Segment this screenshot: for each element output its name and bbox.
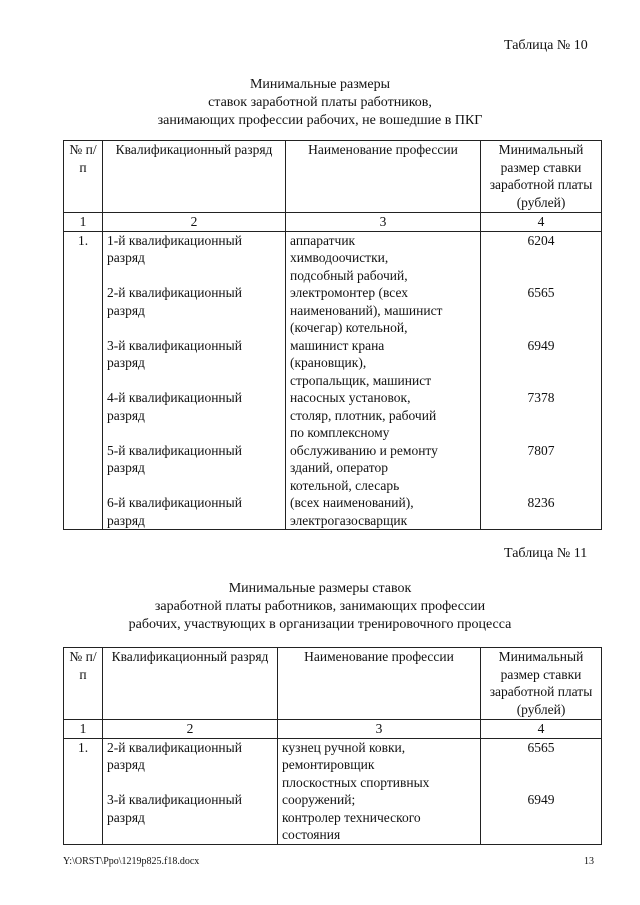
rate-value: 6204 (527, 232, 555, 248)
column-number-row (64, 720, 602, 739)
caption-line: ставок заработной платы работников, (208, 95, 432, 110)
rate-value: 6565 (527, 285, 555, 300)
col-number: 3 (278, 720, 481, 739)
ranks-cell (103, 231, 286, 530)
header-row (64, 141, 602, 213)
table-row (64, 738, 602, 844)
caption-line: Минимальные размеры (249, 77, 391, 92)
caption-line: заработной платы работников, занимающих профессии (154, 599, 486, 614)
table-10 (63, 140, 602, 530)
table-11-caption (0, 580, 640, 634)
profession-cell: кузнец ручной ковки, ремонтировщик плоскостных спортивных сооружений; контролер технического состояния (278, 738, 481, 844)
rank-label: 3-й квалификационный разряд (107, 792, 242, 825)
header-rate: Минимальный размер ставки заработной платы (рублей) (481, 648, 602, 720)
header-num: № п/п (64, 141, 103, 213)
header-num: № п/п (64, 648, 103, 720)
rate-value: 6949 (527, 792, 555, 807)
caption-line: Минимальные размеры ставок (228, 581, 412, 596)
ranks-cell (103, 738, 278, 844)
caption-line: рабочих, участвующих в организации тренировочного процесса (128, 617, 512, 632)
col-number: 2 (103, 720, 278, 739)
caption-line: занимающих профессии рабочих, не вошедшие в ПКГ (157, 113, 483, 128)
rank-label: 1-й квалификационный разряд (107, 232, 242, 265)
header-profession: Наименование профессии (286, 141, 481, 213)
row-num: 1. (64, 738, 103, 844)
rank-label: 3-й квалификационный разряд (107, 337, 242, 370)
table-10-caption (0, 76, 640, 130)
rate-value: 7378 (527, 390, 555, 405)
header-qualification: Квалификационный разряд (103, 648, 278, 720)
rate-value: 6949 (527, 337, 555, 353)
rank-label: 2-й квалификационный разряд (107, 285, 242, 318)
values-cell (481, 231, 602, 530)
row-num: 1. (64, 231, 103, 530)
col-number: 1 (64, 213, 103, 232)
page-number: 13 (584, 856, 594, 867)
rate-value: 8236 (527, 495, 555, 510)
values-cell (481, 738, 602, 844)
table-11-label: Таблица № 11 (504, 546, 588, 561)
table-10-label: Таблица № 10 (504, 38, 588, 53)
rank-label: 4-й квалификационный разряд (107, 390, 242, 423)
table-row (64, 231, 602, 530)
rank-label: 5-й квалификационный разряд (107, 442, 242, 475)
col-number: 2 (103, 213, 286, 232)
col-number: 3 (286, 213, 481, 232)
rank-label: 6-й квалификационный разряд (107, 495, 242, 528)
footer-file-path: Y:\ORST\Ppo\1219p825.f18.docx (63, 856, 200, 867)
rank-label: 2-й квалификационный разряд (107, 739, 242, 772)
profession-cell: аппаратчик химводоочистки, подсобный рабочий, электромонтер (всех наименований), машинист (кочегар) котельной, машинист крана (крановщик), стропальщик, машинист насосных установок, столяр, плотник, рабочий по комплексному обслуживанию и ремонту зданий, оператор котельной, слесарь (всех наименований), электрогазосварщик (286, 231, 481, 530)
column-number-row (64, 213, 602, 232)
header-row (64, 648, 602, 720)
header-profession: Наименование профессии (278, 648, 481, 720)
rate-value: 6565 (527, 739, 555, 755)
rate-value: 7807 (527, 442, 555, 458)
header-qualification: Квалификационный разряд (103, 141, 286, 213)
col-number: 4 (481, 720, 602, 739)
col-number: 4 (481, 213, 602, 232)
table-11 (63, 647, 602, 845)
header-rate: Минимальный размер ставки заработной платы (рублей) (481, 141, 602, 213)
col-number: 1 (64, 720, 103, 739)
